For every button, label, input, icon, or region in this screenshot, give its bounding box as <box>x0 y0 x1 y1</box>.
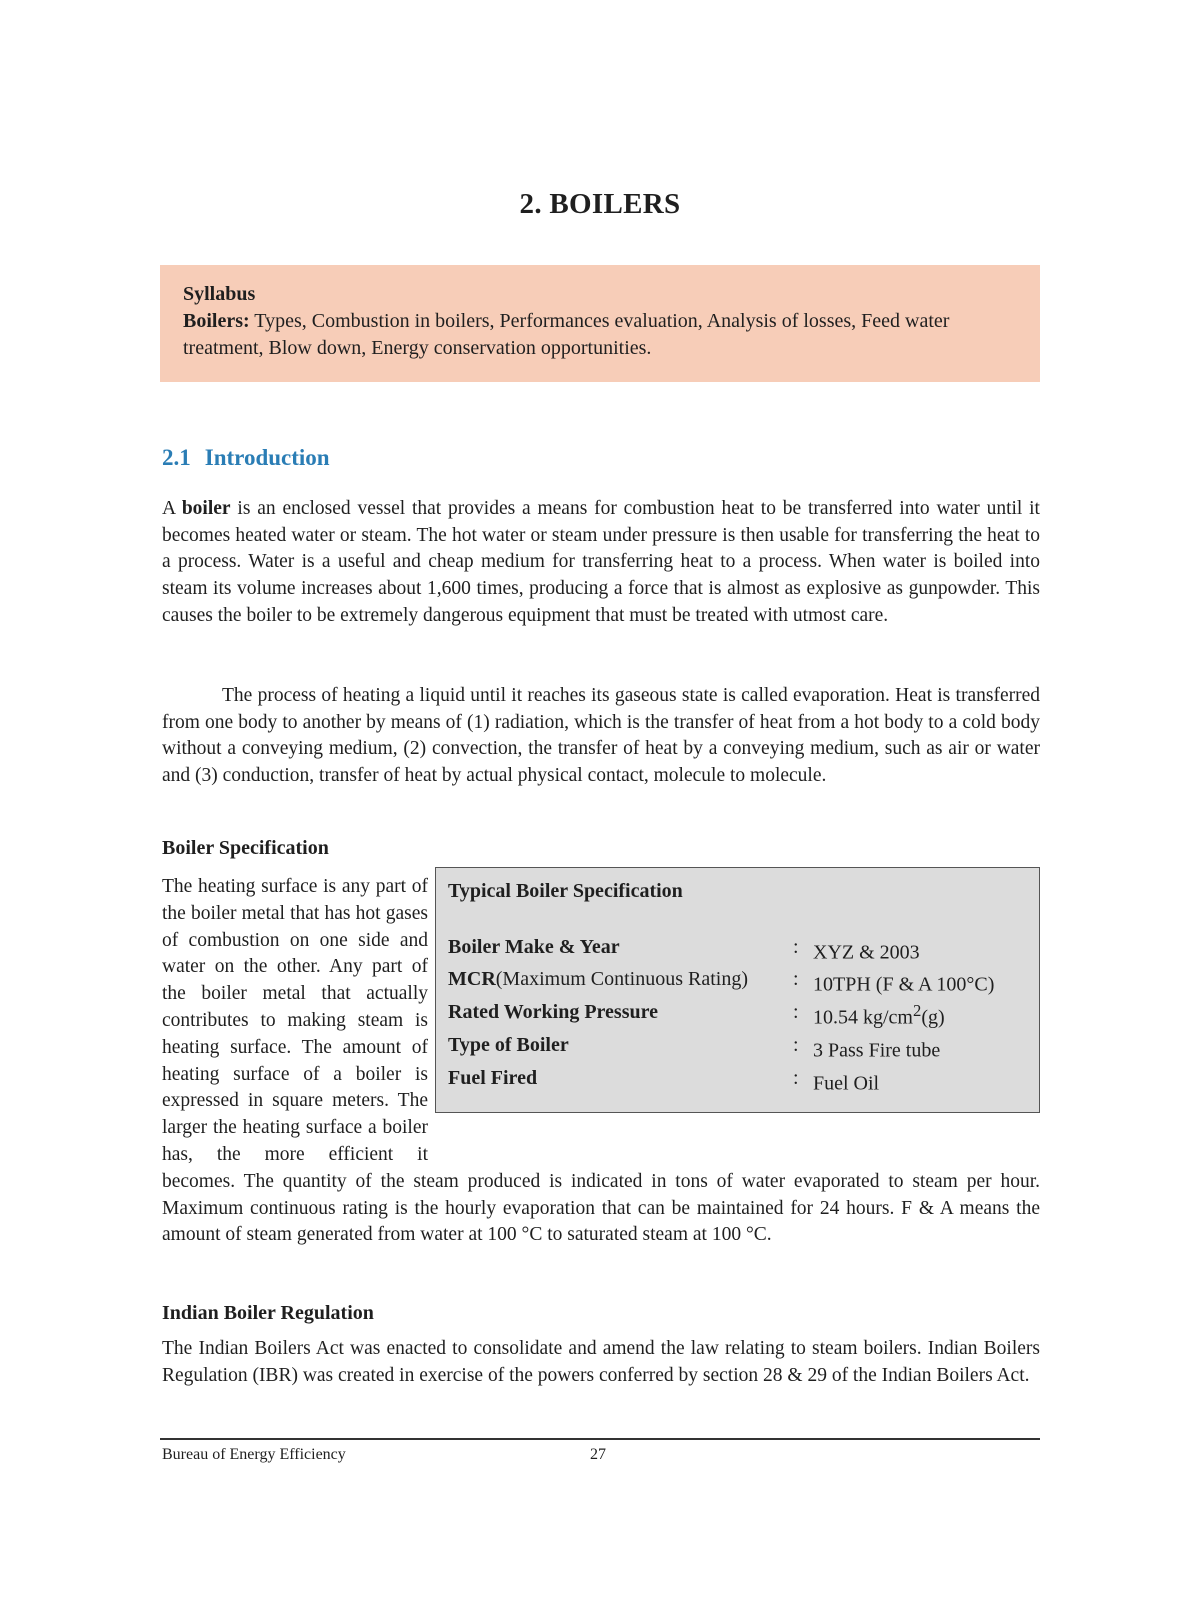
spec-box-title: Typical Boiler Specification <box>448 880 683 902</box>
ibr-heading: Indian Boiler Regulation <box>162 1302 374 1324</box>
spec-value-text: 3 Pass Fire tube <box>813 1039 941 1062</box>
spec-value-tail: (g) <box>921 1006 945 1029</box>
spec-row-pressure <box>448 1001 1038 1031</box>
spec-label <box>448 936 620 959</box>
spec-value-sup: 2 <box>913 1001 922 1020</box>
spec-label-bold: MCR <box>448 968 496 990</box>
spec-label <box>448 1067 537 1090</box>
spec-label-bold: Fuel Fired <box>448 1067 538 1089</box>
syllabus-topics: Types, Combustion in boilers, Performances evaluation, Analysis of losses, Feed water treatment, Blow down, Energy conservation opportunities. <box>183 310 950 359</box>
spec-label-bold: Type of Boiler <box>448 1034 569 1056</box>
spec-value <box>813 1067 879 1096</box>
spec-value-text: Fuel Oil <box>813 1072 880 1095</box>
intro-p1-start: A <box>162 498 182 519</box>
syllabus-label: Boilers: <box>183 310 250 332</box>
spec-value-text: 10.54 kg/cm <box>813 1006 913 1029</box>
spec-row-make-year <box>448 936 1038 966</box>
spec-colon: : <box>793 1034 799 1056</box>
section-title: Introduction <box>204 445 330 470</box>
spec-row-type <box>448 1034 1038 1064</box>
spec-label <box>448 968 748 991</box>
spec-value-text: 10TPH (F & A 100°C) <box>813 973 995 996</box>
spec-label <box>448 1001 658 1024</box>
syllabus-heading: Syllabus <box>183 283 256 305</box>
intro-p1-rest: is an enclosed vessel that provides a means for combustion heat to be transferred into water until it becomes heated water or steam. The hot water or steam under pressure is then usable for transferring the heat to a process. Water is a useful and cheap medium for transferring heat to a process. When water is boiled into steam its volume increases about 1,600 times, producing a force that is almost as explosive as gunpowder. This causes the boiler to be extremely dangerous equipment that must be treated with utmost care. <box>162 498 1040 626</box>
spec-label-bold: Rated Working Pressure <box>448 1001 659 1023</box>
section-heading <box>162 445 330 471</box>
syllabus-box <box>160 265 1040 382</box>
page-number: 27 <box>590 1446 606 1463</box>
spec-value <box>813 1001 945 1030</box>
spec-value <box>813 1034 940 1063</box>
section-number: 2.1 <box>162 445 191 470</box>
typical-spec-box <box>435 867 1040 1113</box>
spec-value <box>813 936 920 965</box>
footer-divider <box>160 1438 1040 1440</box>
boiler-term: boiler <box>181 498 231 519</box>
footer-publisher: Bureau of Energy Efficiency <box>162 1446 346 1463</box>
spec-label-bold: Boiler Make & Year <box>448 936 620 958</box>
spec-row-fuel <box>448 1067 1038 1097</box>
heating-surface-paragraph: The heating surface is any part of the boiler metal that has hot gases of combustion on one side and water on the other. Any part of the boiler metal that actually contributes to making steam is heating surface. The amount of heating surface of a boiler is expressed in square meters. The larger the heating surface a boiler has, the more efficient it becomes. The quantity of the steam produced is indicated in tons of water evaporated to steam per hour. Maximum continuous rating is the hourly evaporation that can be maintained for 24 hours. F & A means the amount of steam generated from water at 100 °C to saturated steam at 100 °C. <box>162 876 1040 1246</box>
spec-colon: : <box>793 968 799 990</box>
spec-colon: : <box>793 936 799 958</box>
spec-value <box>813 968 994 997</box>
spec-value-text: XYZ & 2003 <box>813 941 920 964</box>
boiler-specification-heading: Boiler Specification <box>162 837 329 859</box>
spec-label <box>448 1034 569 1057</box>
syllabus-text <box>183 308 1017 362</box>
spec-row-mcr <box>448 968 1038 998</box>
spec-colon: : <box>793 1067 799 1089</box>
spec-colon: : <box>793 1001 799 1023</box>
intro-paragraph-1 <box>162 496 1040 630</box>
chapter-title: 2. BOILERS <box>519 188 681 220</box>
intro-paragraph-2: The process of heating a liquid until it reaches its gaseous state is called evaporation. Heat is transferred from one body to another by means of (1) radiation, which is the transfer of heat from a hot body to a cold body without a conveying medium, (2) convection, the transfer of heat by a conveying medium, such as air or water and (3) conduction, transfer of heat by actual physical contact, molecule to molecule. <box>162 685 1040 787</box>
ibr-paragraph: The Indian Boilers Act was enacted to consolidate and amend the law relating to steam boilers. Indian Boilers Regulation (IBR) was created in exercise of the powers conferred by section 28 & 29 of the Indian Boilers Act. <box>162 1338 1040 1386</box>
spec-label-suffix: (Maximum Continuous Rating) <box>495 968 748 990</box>
